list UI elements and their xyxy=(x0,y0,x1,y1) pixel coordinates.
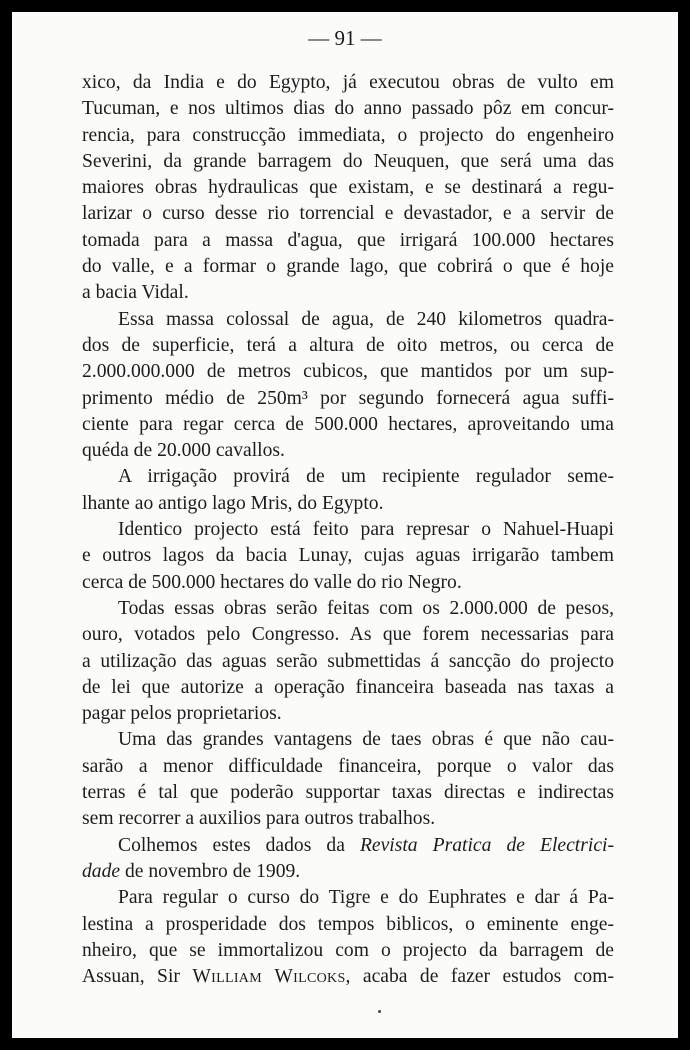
journal-title-end: dade xyxy=(82,860,121,882)
text-fragment: de novembro de 1909. xyxy=(120,860,301,882)
text-line: Uma das grandes vantagens de taes obras é que não cau- xyxy=(118,729,614,751)
text-line: maiores obras hydraulicas que existam, e se destinará a regu- xyxy=(82,177,614,199)
text-line: e outros lagos da bacia Lunay, cujas aguas irrigarão tambem xyxy=(82,545,614,567)
paragraph-7 xyxy=(82,833,614,886)
text-line: a utilização das aguas serão submettidas á sancção do projecto xyxy=(82,650,614,672)
paragraph-1 xyxy=(82,70,614,307)
paragraph-6 xyxy=(82,727,614,832)
text-line: sarão a menor difficuldade financeira, porque o valor das xyxy=(82,755,614,777)
text-line: do valle, e a formar o grande lago, que cobrirá o que é hoje xyxy=(82,256,614,278)
text-line: Identico projecto está feito para represar o Nahuel-Huapi xyxy=(118,519,614,541)
text-line: Severini, da grande barragem do Neuquen, que será uma das xyxy=(82,150,614,172)
text-line: primento médio de 250m³ por segundo fornecerá agua suffi- xyxy=(82,387,614,409)
text-line: A irrigação provirá de um recipiente regulador seme- xyxy=(118,466,614,488)
print-mark xyxy=(378,1010,381,1013)
person-name: William Wilcoks xyxy=(192,966,346,988)
body-text xyxy=(82,70,614,990)
text-line: lhante ao antigo lago Mris, do Egypto. xyxy=(82,492,384,514)
text-line: Todas essas obras serão feitas com os 2.000.000 de pesos, xyxy=(118,597,614,619)
text-line: rencia, para construcção immediata, o projecto do engenheiro xyxy=(82,124,614,146)
text-line: 2.000.000.000 de metros cubicos, que mantidos por um sup- xyxy=(82,361,614,383)
paragraph-3 xyxy=(82,464,614,517)
text-line: cerca de 500.000 hectares do valle do rio Negro. xyxy=(82,571,462,593)
text-line: pagar pelos proprietarios. xyxy=(82,703,282,725)
journal-title: Revista Pratica de Electrici- xyxy=(359,834,614,856)
paragraph-4 xyxy=(82,517,614,596)
text-line: Para regular o curso do Tigre e do Euphrates e dar á Pa- xyxy=(118,887,614,909)
text-line: Tucuman, e nos ultimos dias do anno passado pôz em concur- xyxy=(82,98,614,120)
text-line: nheiro, que se immortalizou com o projecto da barragem de xyxy=(82,939,614,961)
text-line: tomada para a massa d'agua, que irrigará 100.000 hectares xyxy=(82,229,614,251)
text-line: xico, da India e do Egypto, já executou obras de vulto em xyxy=(82,72,614,93)
text-line: ciente para regar cerca de 500.000 hectares, aproveitando uma xyxy=(82,413,614,435)
text-line: larizar o curso desse rio torrencial e devastador, e a servir de xyxy=(82,203,614,225)
text-line xyxy=(82,964,614,990)
text-fragment: , acaba de fazer estudos com- xyxy=(345,966,614,988)
text-line xyxy=(82,859,614,885)
text-line xyxy=(82,833,614,859)
paragraph-8 xyxy=(82,885,614,990)
text-line: ouro, votados pelo Congresso. As que forem necessarias para xyxy=(82,624,614,646)
text-line: quéda de 20.000 cavallos. xyxy=(82,440,285,462)
text-line: terras é tal que poderão supportar taxas directas e indirectas xyxy=(82,782,614,804)
paragraph-5 xyxy=(82,596,614,727)
paragraph-2 xyxy=(82,307,614,465)
text-line: de lei que autorize a operação financeira baseada nas taxas a xyxy=(82,676,614,698)
text-fragment: Assuan, Sir xyxy=(82,966,193,988)
text-fragment: Colhemos estes dados da xyxy=(118,834,360,856)
text-line: Essa massa colossal de agua, de 240 kilometros quadra- xyxy=(118,308,614,330)
text-line: dos de superficie, terá a altura de oito metros, ou cerca de xyxy=(82,334,614,356)
text-line: lestina a prosperidade dos tempos biblicos, o eminente enge- xyxy=(82,913,614,935)
book-page xyxy=(12,12,678,1038)
text-line: a bacia Vidal. xyxy=(82,282,189,304)
page-number: — 91 — xyxy=(308,26,382,50)
text-line: sem recorrer a auxilios para outros trabalhos. xyxy=(82,808,436,830)
